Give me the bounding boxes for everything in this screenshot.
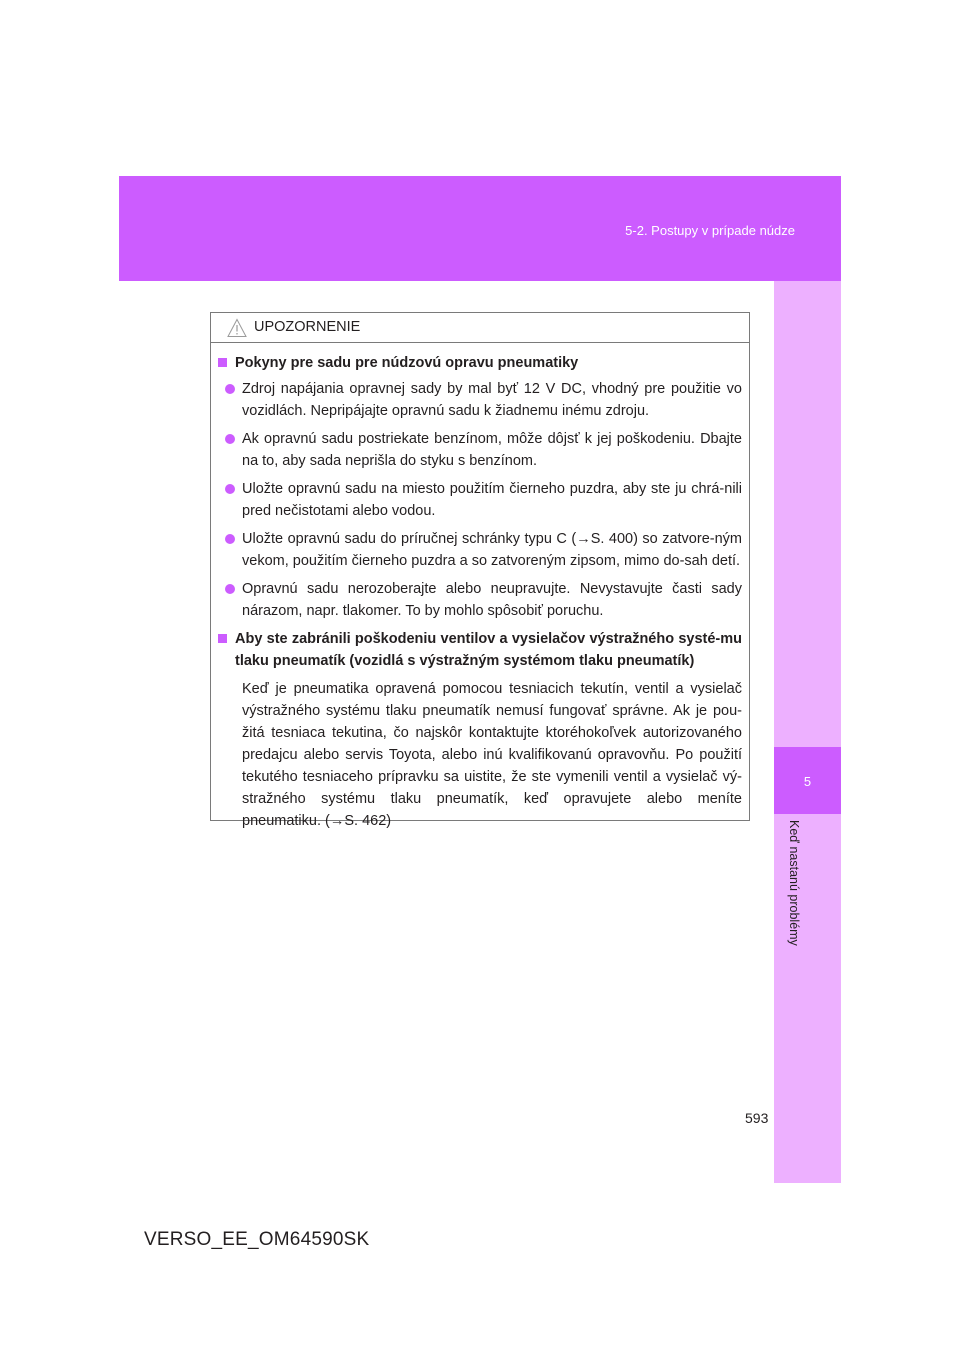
circle-bullet-icon <box>225 584 235 594</box>
chapter-title: Keď nastanú problémy <box>787 820 801 946</box>
page-number: 593 <box>745 1110 769 1126</box>
chapter-number-box <box>774 747 841 814</box>
circle-bullet-icon <box>225 484 235 494</box>
chapter-side-tab <box>774 281 841 1183</box>
warning-header <box>211 313 749 343</box>
square-bullet-icon <box>218 634 227 643</box>
list-item: Uložte opravnú sadu do príručnej schránky typu C (→S. 400) so zatvore-ným vekom, použitím čierneho puzdra a so zatvoreným zipsom, mimo do-sah detí. <box>218 528 742 572</box>
warning-body <box>211 343 749 832</box>
chapter-title-vertical <box>785 820 803 978</box>
warning-box <box>210 312 750 829</box>
section-title: 5-2. Postupy v prípade núdze <box>625 223 795 238</box>
sub-heading-repair-kit: Pokyny pre sadu pre núdzovú opravu pneumatiky <box>218 352 742 374</box>
square-bullet-icon <box>218 358 227 367</box>
list-item: Opravnú sadu nerozoberajte alebo neupravujte. Nevystavujte časti sady nárazom, napr. tlakomer. To by mohlo spôsobiť poruchu. <box>218 578 742 622</box>
document-code: VERSO_EE_OM64590SK <box>144 1229 370 1250</box>
circle-bullet-icon <box>225 534 235 544</box>
sub-heading-tpms: Aby ste zabránili poškodeniu ventilov a vysielačov výstražného systé-mu tlaku pneumatík (vozidlá s výstražným systémom tlaku pneumatík) <box>218 628 742 672</box>
tpms-paragraph: Keď je pneumatika opravená pomocou tesniacich tekutín, ventil a vysielač výstražného systému tlaku pneumatík nemusí fungovať správne. Ak je pou-žitá tesniaca tekutina, čo najskôr kontaktujte ktoréhokoľvek autorizovaného predajcu alebo servis Toyota, alebo inú kvalifikovanú opravovňu. Po použití tekutého tesniaceho prípravku sa uistite, že ste vymenili ventil a vysielač vý-stražného systému tlaku pneumatík, keď opravujete alebo meníte pneumatiku. (→S. 462) <box>242 681 742 829</box>
list-item: Zdroj napájania opravnej sady by mal byť 12 V DC, vhodný pre použitie vo vozidlách. Nepripájajte opravnú sadu k žiadnemu inému zdroju. <box>218 378 742 422</box>
circle-bullet-icon <box>225 384 235 394</box>
list-item: Uložte opravnú sadu na miesto použitím čierneho puzdra, aby ste ju chrá-nili pred nečistotami alebo vodou. <box>218 478 742 522</box>
list-item: Ak opravnú sadu postriekate benzínom, môže dôjsť k jej poškodeniu. Dbajte na to, aby sada neprišla do styku s benzínom. <box>218 428 742 472</box>
circle-bullet-icon <box>225 434 235 444</box>
header-band <box>119 176 841 281</box>
chapter-number: 5 <box>803 774 812 789</box>
warning-triangle-icon <box>227 318 247 338</box>
warning-title: UPOZORNENIE <box>254 319 361 335</box>
